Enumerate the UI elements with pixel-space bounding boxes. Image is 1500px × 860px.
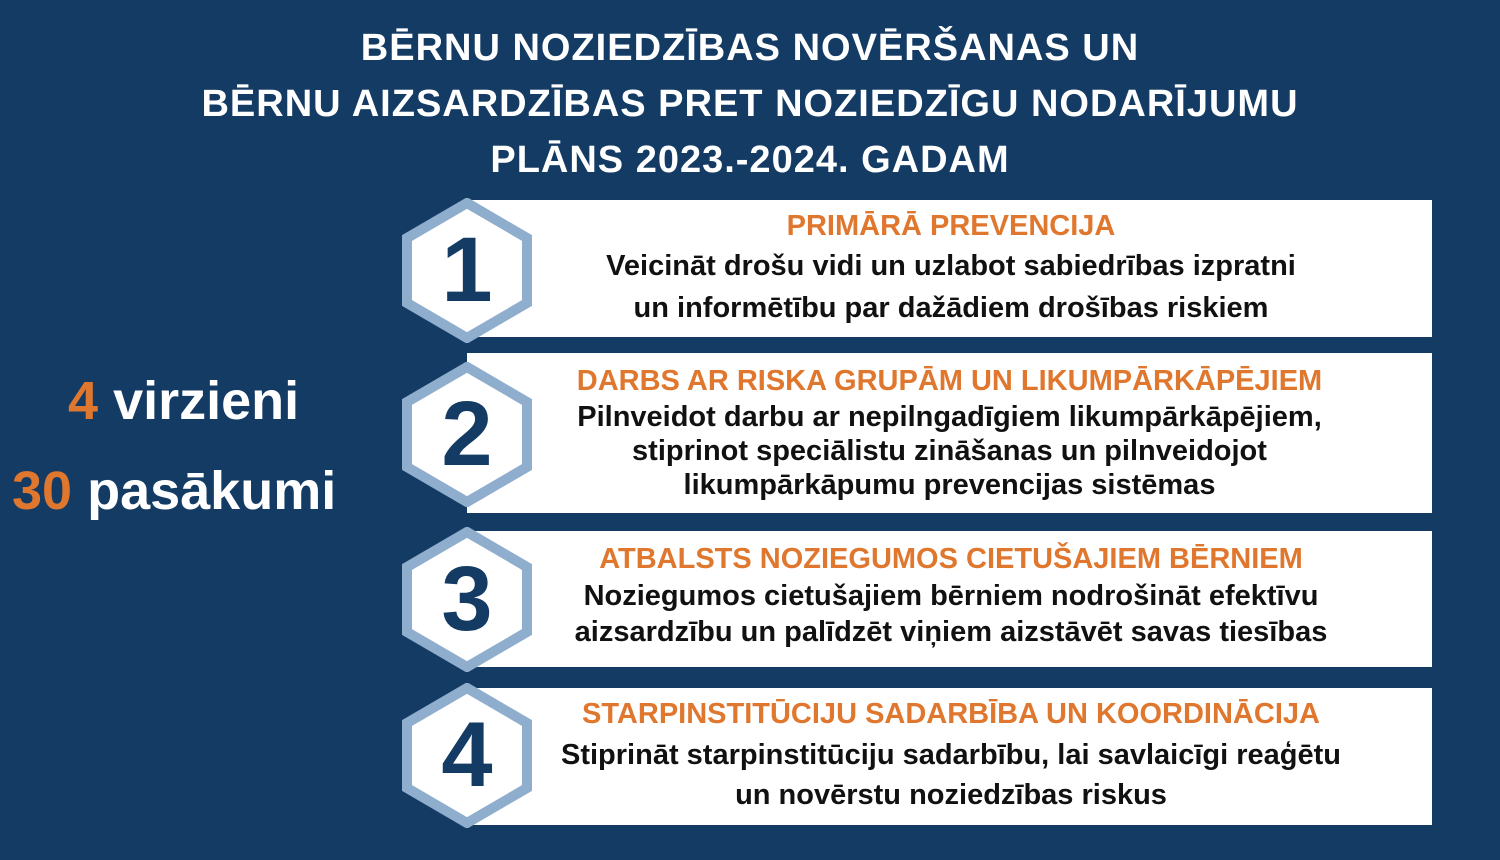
description-line: Noziegumos cietušajiem bērniem nodrošināt efektīvu (583, 580, 1319, 612)
description-line: un informētību par dažādiem drošības riskiem (633, 292, 1269, 324)
description-line: Stiprināt starpinstitūciju sadarbību, lai savlaicīgi reaģētu (561, 739, 1341, 771)
title-line: BĒRNU NOZIEDZĪBAS NOVĒRŠANAS UN (360, 27, 1140, 69)
direction-description (470, 578, 1432, 650)
direction-card-2 (467, 353, 1432, 513)
stat-number: 30 (12, 461, 73, 521)
direction-heading: PRIMĀRĀ PREVENCIJA (786, 210, 1116, 242)
direction-number: 3 (441, 548, 493, 650)
direction-card-1 (470, 200, 1432, 337)
direction-description (470, 245, 1432, 329)
direction-card-3 (470, 531, 1432, 667)
description-line: Pilnveidot darbu ar nepilngadīgiem likumpārkāpējiem, (577, 401, 1322, 433)
stat-label: virzieni (113, 371, 300, 431)
description-line: stiprinot speciālistu zināšanas un pilnveidojot (632, 435, 1267, 467)
page-title (0, 20, 1500, 188)
hexagon-badge-2 (402, 362, 532, 507)
title-line: PLĀNS 2023.-2024. GADAM (490, 139, 1010, 181)
direction-number: 2 (441, 383, 493, 485)
description-line: un novērstu noziedzības riskus (735, 779, 1167, 811)
direction-heading: DARBS AR RISKA GRUPĀM UN LIKUMPĀRKĀPĒJIEM (576, 365, 1323, 397)
direction-heading: ATBALSTS NOZIEGUMOS CIETUŠAJIEM BĒRNIEM (599, 543, 1303, 575)
direction-card-4 (470, 688, 1432, 825)
direction-description (467, 400, 1432, 502)
direction-heading: STARPINSTITŪCIJU SADARBĪBA UN KOORDINĀCIJA (582, 698, 1320, 730)
stat-number: 4 (68, 371, 99, 431)
hexagon-badge-3 (402, 527, 532, 672)
description-line: likumpārkāpumu prevencijas sistēmas (683, 469, 1216, 501)
title-line: BĒRNU AIZSARDZĪBAS PRET NOZIEDZĪGU NODARĪJUMU (201, 83, 1299, 125)
description-line: aizsardzību un palīdzēt viņiem aizstāvēt savas tiesības (574, 616, 1328, 648)
hexagon-badge-4 (402, 683, 532, 828)
direction-number: 4 (441, 704, 493, 806)
hexagon-badge-1 (402, 198, 532, 343)
stat-measures (12, 460, 336, 522)
stat-label: pasākumi (87, 461, 337, 521)
stat-directions (68, 370, 299, 432)
direction-number: 1 (441, 219, 493, 321)
description-line: Veicināt drošu vidi un uzlabot sabiedrības izpratni (606, 250, 1296, 282)
direction-description (470, 735, 1432, 815)
